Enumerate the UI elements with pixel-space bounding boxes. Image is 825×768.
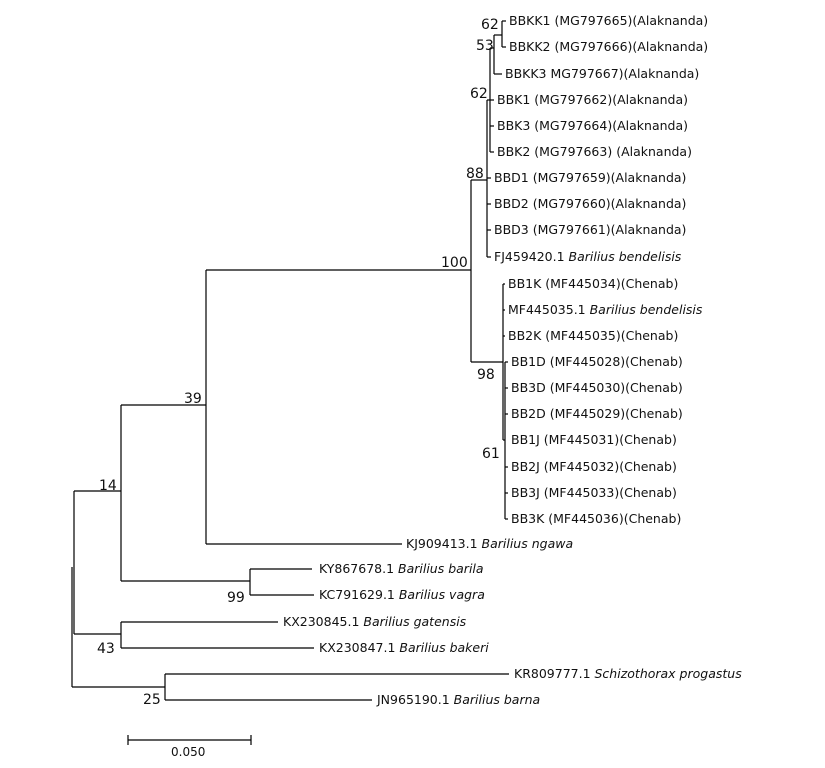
bootstrap-value: 100 <box>441 255 468 271</box>
leaf-label: BBK3 (MG797664)(Alaknanda) <box>497 118 688 133</box>
leaf-label: BB2D (MF445029)(Chenab) <box>511 406 683 421</box>
bootstrap-values <box>97 17 500 708</box>
leaf-label: BB3K (MF445036)(Chenab) <box>511 511 682 526</box>
scale-bar-label: 0.050 <box>171 745 206 759</box>
leaf-label: BB1K (MF445034)(Chenab) <box>508 276 679 291</box>
leaf-label: KX230845.1 Barilius gatensis <box>283 614 467 629</box>
bootstrap-value: 43 <box>97 641 115 657</box>
bootstrap-value: 62 <box>481 17 499 33</box>
leaf-label: BBK2 (MG797663) (Alaknanda) <box>497 144 692 159</box>
leaf-label: BBKK3 MG797667)(Alaknanda) <box>505 66 700 81</box>
leaf-label: BBD1 (MG797659)(Alaknanda) <box>494 170 687 185</box>
leaf-label: BBD3 (MG797661)(Alaknanda) <box>494 222 687 237</box>
bootstrap-value: 61 <box>482 446 500 462</box>
scale-bar <box>128 735 251 759</box>
bootstrap-value: 14 <box>99 478 117 494</box>
bootstrap-value: 62 <box>470 86 488 102</box>
leaf-label: BBD2 (MG797660)(Alaknanda) <box>494 196 687 211</box>
leaf-label: KR809777.1 Schizothorax progastus <box>514 666 742 681</box>
bootstrap-value: 25 <box>143 692 161 708</box>
leaf-label: BBKK2 (MG797666)(Alaknanda) <box>509 39 709 54</box>
leaf-label: KJ909413.1 Barilius ngawa <box>406 536 574 551</box>
leaf-label: BB2J (MF445032)(Chenab) <box>511 459 677 474</box>
leaf-label: BB3J (MF445033)(Chenab) <box>511 485 677 500</box>
leaf-label: BB1J (MF445031)(Chenab) <box>511 432 677 447</box>
leaf-label: KC791629.1 Barilius vagra <box>319 587 485 602</box>
bootstrap-value: 53 <box>476 38 494 54</box>
bootstrap-value: 88 <box>466 166 484 182</box>
leaf-label: FJ459420.1 Barilius bendelisis <box>494 249 682 264</box>
leaf-label: BB3D (MF445030)(Chenab) <box>511 380 683 395</box>
leaf-label: JN965190.1 Barilius barna <box>377 692 541 707</box>
leaf-label: BBKK1 (MG797665)(Alaknanda) <box>509 13 709 28</box>
leaf-label: MF445035.1 Barilius bendelisis <box>508 302 703 317</box>
leaf-label: KX230847.1 Barilius bakeri <box>319 640 489 655</box>
leaf-label: BB1D (MF445028)(Chenab) <box>511 354 683 369</box>
bootstrap-value: 98 <box>477 367 495 383</box>
bootstrap-value: 99 <box>227 590 245 606</box>
leaf-label: BB2K (MF445035)(Chenab) <box>508 328 679 343</box>
leaf-labels <box>283 13 742 707</box>
leaf-label: KY867678.1 Barilius barila <box>319 561 484 576</box>
bootstrap-value: 39 <box>184 391 202 407</box>
leaf-label: BBK1 (MG797662)(Alaknanda) <box>497 92 688 107</box>
